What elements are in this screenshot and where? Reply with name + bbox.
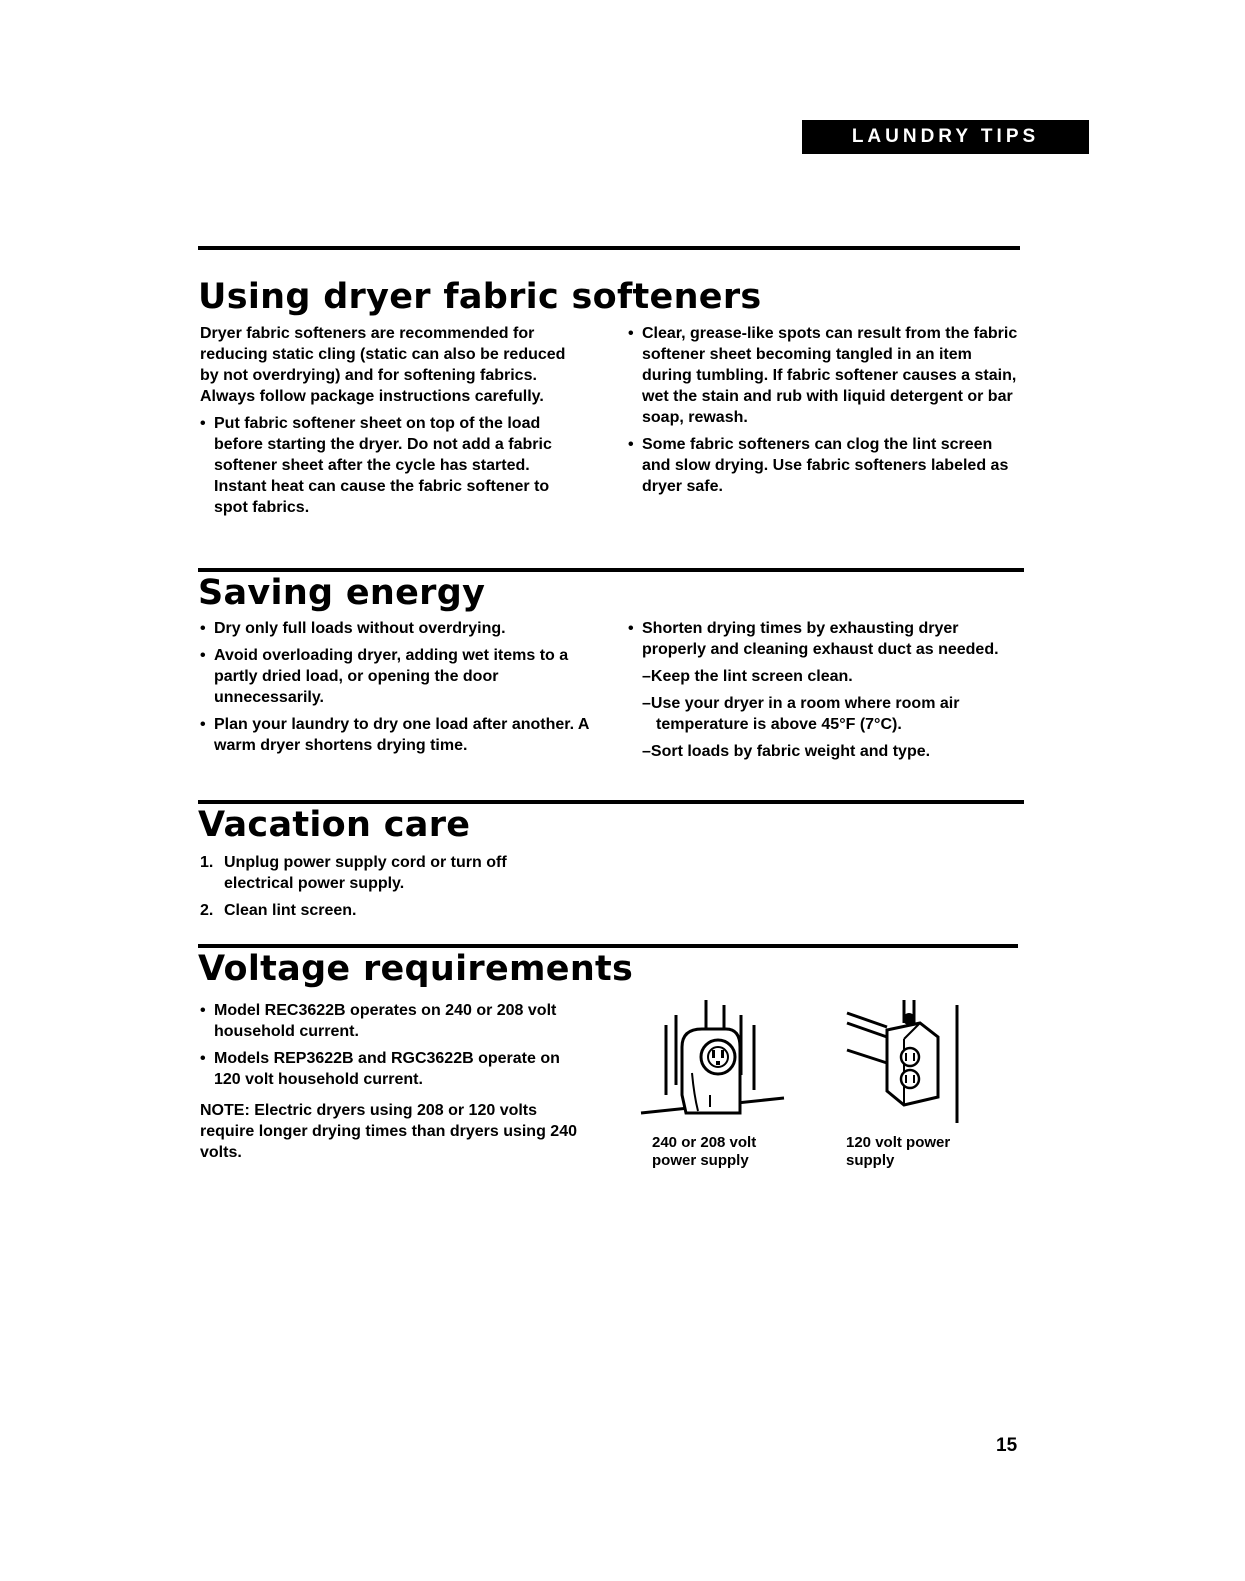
step-text: Unplug power supply cord or turn off electrical power supply.	[224, 854, 507, 892]
softeners-left-column	[200, 323, 580, 524]
voltage-bullet-2: • Models REP3622B and RGC3622B operate on 120 volt household current.	[200, 1048, 585, 1090]
page-number: 15	[996, 1435, 1018, 1456]
caption-240-volt: 240 or 208 volt power supply	[652, 1134, 757, 1169]
energy-subitem-2: –Use your dryer in a room where room air temperature is above 45°F (7°C).	[642, 695, 960, 733]
energy-subitem-3: –Sort loads by fabric weight and type.	[642, 743, 931, 760]
energy-subitem-1: –Keep the lint screen clean.	[642, 668, 853, 685]
step-number: 2.	[200, 902, 214, 919]
energy-bullet-3: • Plan your laundry to dry one load after another. A warm dryer shortens drying time.	[200, 714, 595, 756]
softeners-bullet-3: • Some fabric softeners can clog the lint screen and slow drying. Use fabric softeners labeled as dryer safe.	[628, 434, 1023, 497]
softeners-bullet-1-emph: Put fabric softener sheet on top of the load before starting the dryer.	[214, 415, 541, 453]
note-label: NOTE:	[200, 1102, 250, 1119]
240-volt-outlet-illustration	[636, 995, 786, 1130]
softeners-bullet-1-rest: Do not add a fabric softener sheet after the cycle has started. Instant heat can cause the fabric softener to spot fabrics.	[214, 436, 552, 516]
section-tab: LAUNDRY TIPS	[802, 120, 1089, 154]
softeners-right-column	[628, 323, 1023, 503]
section-title-voltage: Voltage requirements	[198, 949, 634, 989]
section-rule	[198, 246, 1020, 250]
voltage-bullet-1: • Model REC3622B operates on 240 or 208 volt household current.	[200, 1000, 585, 1042]
section-title-energy: Saving energy	[198, 573, 486, 613]
vacation-steps	[200, 852, 560, 927]
energy-left-column	[200, 618, 595, 762]
caption-120-volt: 120 volt power supply	[846, 1134, 951, 1169]
voltage-note	[200, 1100, 585, 1163]
softeners-intro: Dryer fabric softeners are recommended for reducing static cling (static can also be reduced by not overdrying) and for softening fabrics. Always follow package instructions carefully.	[200, 325, 566, 405]
energy-bullet-4: • Shorten drying times by exhausting dryer properly and cleaning exhaust duct as needed.	[628, 618, 1008, 660]
energy-bullet-2: • Avoid overloading dryer, adding wet items to a partly dried load, or opening the door unnecessarily.	[200, 645, 595, 708]
120-volt-outlet-illustration	[842, 995, 967, 1125]
softeners-bullet-2: • Clear, grease-like spots can result from the fabric softener sheet becoming tangled in an item during tumbling. If fabric softener causes a stain, wet the stain and rub with liquid detergent or bar soap, rewash.	[628, 323, 1023, 428]
energy-right-column	[628, 618, 1008, 768]
note-text: Electric dryers using 208 or 120 volts require longer drying times than dryers using 240 volts.	[200, 1102, 577, 1161]
voltage-text-column	[200, 1000, 585, 1169]
section-title-softeners: Using dryer fabric softeners	[198, 277, 762, 317]
step-number: 1.	[200, 854, 214, 871]
section-rule	[198, 800, 1024, 804]
vacation-step-1	[200, 852, 560, 894]
energy-bullet-1: • Dry only full loads without overdrying.	[200, 618, 595, 639]
softeners-bullet-1	[200, 413, 580, 518]
section-rule	[198, 568, 1024, 572]
section-rule	[198, 944, 1018, 948]
vacation-step-2	[200, 900, 560, 921]
section-title-vacation: Vacation care	[198, 805, 471, 845]
step-text: Clean lint screen.	[224, 902, 357, 919]
